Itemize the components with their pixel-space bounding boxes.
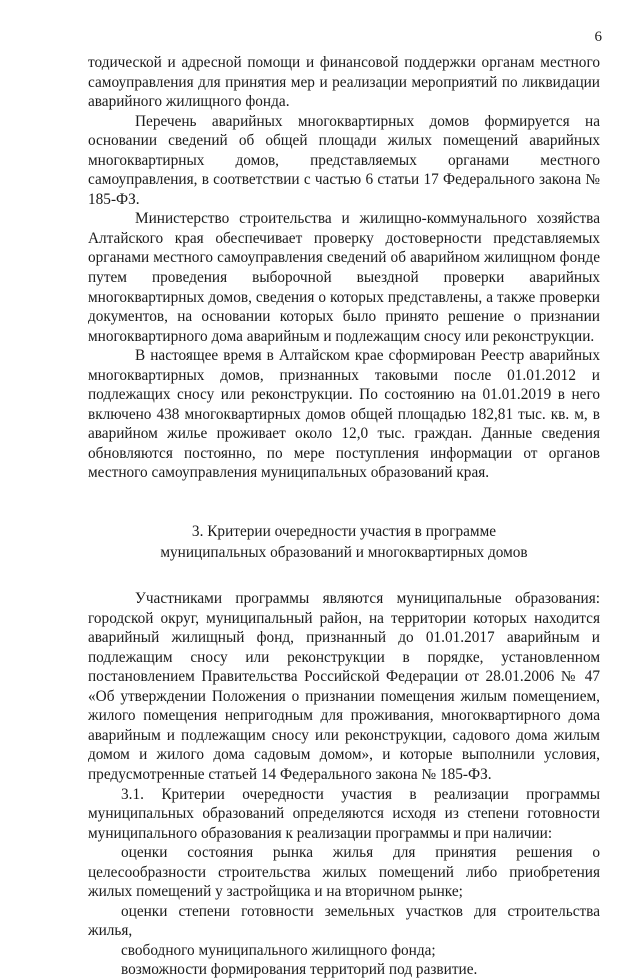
- list-item-territory-development: возможности формирования территорий под развитие.: [121, 961, 478, 979]
- paragraph-registry: В настоящее время в Алтайском крае сформирован Реестр аварийных многоквартирных домов, признанных таковыми после 01.01.2012 и подлежащих сносу или реконструкции. По состоянию на 01.01.2019 в него включено 438 многоквартирных домов общей площадью 182,81 тыс. кв. м, в аварийном жилье проживает около 12,0 тыс. граждан. Данные сведения обновляются постоянно, по мере поступления информации от органов местного самоуправления муниципальных образований края.: [88, 347, 600, 482]
- document-body: [88, 53, 600, 980]
- section-heading: [88, 521, 600, 563]
- paragraph-emergency-list: Перечень аварийных многоквартирных домов формируется на основании сведений об общей площади жилых помещений аварийных многоквартирных домов, представляемых органами местного самоуправления, в соответствии с частью 6 статьи 17 Федерального закона № 185-ФЗ.: [88, 112, 600, 208]
- list-item-free-housing: свободного муниципального жилищного фонда;: [121, 941, 436, 959]
- paragraph-ministry-verification: Министерство строительства и жилищно-коммунального хозяйства Алтайского края обеспечивает проверку достоверности представляемых органами местного самоуправления сведений об аварийном жилищном фонде путем проведения выборочной выездной проверки аварийных многоквартирных домов, сведения о которых представлены, а также проверки документов, на основании которых было принято решение о признании многоквартирного дома аварийным и подлежащим сносу или реконструкции.: [88, 210, 600, 345]
- list-item-land-readiness: оценки степени готовности земельных участков для строительства жилья,: [88, 902, 600, 940]
- section-heading-line-2: муниципальных образований и многоквартирных домов: [160, 544, 528, 562]
- list-item-market-assessment: оценки состояния рынка жилья для принятия решения о целесообразности строительства жилых помещений либо приобретения жилых помещений у застройщика и на вторичном рынке;: [88, 844, 600, 901]
- spacer: [88, 563, 600, 589]
- paragraph-continuation: тодической и адресной помощи и финансовой поддержки органам местного самоуправления для принятия мер и реализации мероприятий по ликвидации аварийного жилищного фонда.: [88, 54, 600, 111]
- page-number: 6: [594, 29, 602, 45]
- section-heading-line-1: 3. Критерии очередности участия в программе: [191, 523, 497, 541]
- paragraph-participants: Участниками программы являются муниципальные образования: городской округ, муниципальный район, на территории которых находится аварийный жилищный фонд, признанный до 01.01.2017 аварийным и подлежащим сносу или реконструкции в порядке, установленном постановлением Правительства Российской Федерации от 28.01.2006 № 47 «Об утверждении Положения о признании помещения жилым помещением, жилого помещения непригодным для проживания, многоквартирного дома аварийным и подлежащим сносу или реконструкции, садового дома жилым домом и жилого дома садовым домом», и которые выполнили условия, предусмотренные статьей 14 Федерального закона № 185-ФЗ.: [88, 590, 600, 783]
- spacer: [88, 483, 600, 521]
- paragraph-criteria: 3.1. Критерии очередности участия в реализации программы муниципальных образований определяются исходя из степени готовности муниципального образования к реализации программы и при наличии:: [88, 785, 600, 842]
